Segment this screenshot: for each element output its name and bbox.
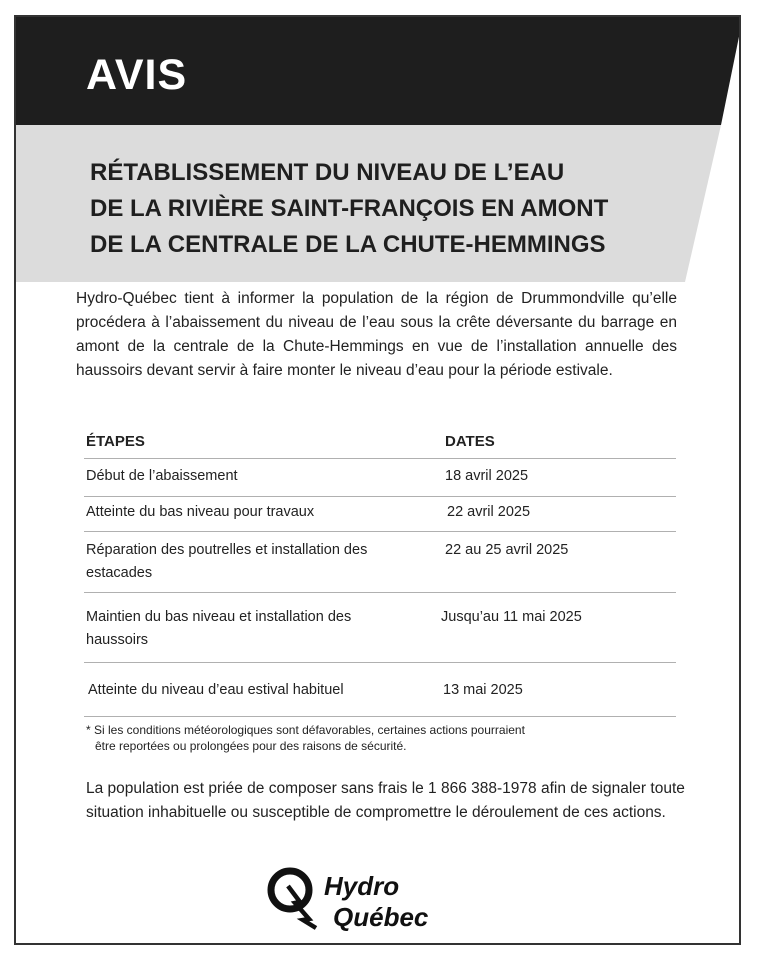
footnote-line: * Si les conditions météorologiques sont défavorables, certaines actions pourraient: [86, 723, 525, 737]
step-cell: Atteinte du niveau d’eau estival habituel: [88, 682, 344, 698]
headline-line: RÉTABLISSEMENT DU NIVEAU DE L’EAU: [90, 159, 565, 186]
footnote-line: être reportées ou prolongées pour des raisons de sécurité.: [95, 739, 407, 753]
table-row: [84, 459, 676, 497]
table-row: [84, 532, 676, 593]
intro-paragraph: Hydro-Québec tient à informer la population de la région de Drummondville qu’elle procédera à l’abaissement du niveau de l’eau sous la crête déversante du barrage en amont de la centrale de la Chute-Hemmings en vue de l’installation annuelle des haussoirs devant servir à faire monter le niveau d’eau pour la période estivale.: [76, 290, 677, 379]
date-cell: Jusqu’au 11 mai 2025: [441, 609, 582, 625]
hydro-quebec-q-lightning-icon: [271, 871, 316, 928]
headline-line: DE LA RIVIÈRE SAINT-FRANÇOIS EN AMONT: [90, 195, 609, 222]
date-cell: 18 avril 2025: [445, 468, 529, 484]
header-dates: DATES: [445, 433, 495, 450]
table-row: [84, 497, 676, 532]
logo-word-hydro: Hydro: [324, 871, 400, 901]
headline-line: DE LA CENTRALE DE LA CHUTE-HEMMINGS: [90, 231, 606, 258]
date-cell: 22 avril 2025: [447, 504, 531, 520]
table-row: [84, 663, 676, 717]
table-row: [84, 593, 676, 663]
notice-headline: [90, 155, 690, 263]
step-cell: Atteinte du bas niveau pour travaux: [86, 504, 315, 520]
contact-paragraph: La population est priée de composer sans frais le 1 866 388-1978 afin de signaler toute situation inhabituelle ou susceptible de compromettre le déroulement de ces actions.: [86, 780, 685, 821]
date-cell: 13 mai 2025: [443, 682, 523, 698]
schedule-table: [84, 421, 676, 717]
hydro-quebec-logo: [266, 862, 456, 932]
footnote: [86, 722, 646, 754]
table-header-row: [84, 421, 676, 459]
step-cell: Réparation des poutrelles et installation des estacades: [86, 542, 368, 581]
logo-word-quebec: Québec: [333, 902, 429, 932]
step-cell: Début de l’abaissement: [86, 468, 238, 484]
step-cell: Maintien du bas niveau et installation des haussoirs: [86, 609, 352, 648]
header-steps: ÉTAPES: [86, 433, 145, 450]
date-cell: 22 au 25 avril 2025: [445, 542, 569, 558]
notice-label: AVIS: [86, 51, 188, 99]
notice-frame: [14, 15, 741, 945]
